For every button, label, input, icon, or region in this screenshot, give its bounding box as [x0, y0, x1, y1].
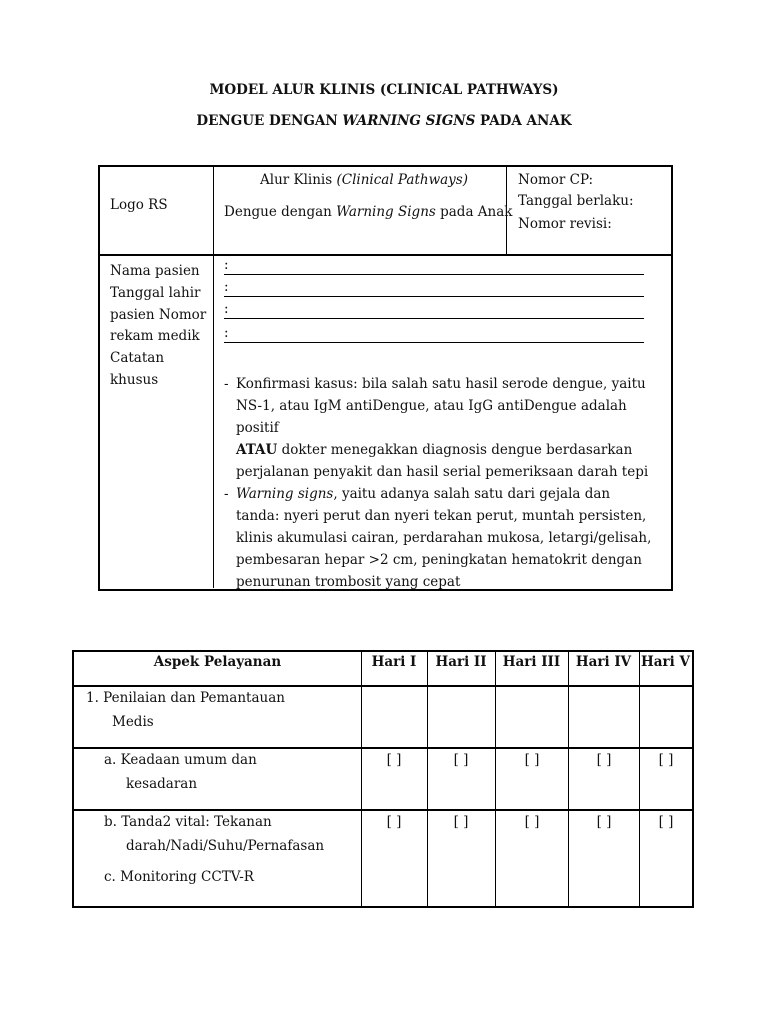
checkbox-a-day-1[interactable]: [ ]: [386, 752, 402, 768]
special-notes-field[interactable]: [224, 324, 644, 343]
checkbox-b-day-4[interactable]: [ ]: [596, 814, 612, 830]
subtitle-part: PADA ANAK: [475, 113, 572, 129]
record-number-label-cont: rekam medik: [110, 328, 200, 345]
bullet-dash: -: [224, 486, 229, 502]
checkbox-b-day-2[interactable]: [ ]: [453, 814, 469, 830]
note-line: klinis akumulasi cairan, perdarahan mukosa, letargi/gelisah,: [236, 530, 652, 546]
note-text: dokter menegakkan diagnosis dengue berdasarkan: [277, 442, 633, 458]
special-notes-label: Catatan: [110, 350, 165, 367]
header-aspect: Aspek Pelayanan: [153, 654, 282, 670]
pathway-label-text: Alur Klinis: [260, 172, 337, 188]
revision-number-label: Nomor revisi:: [518, 216, 612, 232]
section-title-line: Medis: [112, 714, 154, 730]
note-text: , yaitu adanya salah satu dari gejala dan: [333, 486, 611, 502]
pathway-name-text: pada Anak: [435, 204, 513, 220]
row-monitoring: c. Monitoring CCTV-R: [104, 869, 254, 885]
birth-date-label: Tanggal lahir: [110, 284, 201, 301]
note-line: penurunan trombosit yang cepat: [236, 574, 461, 590]
colon: :: [224, 257, 229, 273]
checkbox-b-day-3[interactable]: [ ]: [524, 814, 540, 830]
pathway-name-text: Dengue dengan: [224, 204, 337, 220]
patient-name-field[interactable]: [224, 256, 644, 275]
note-line: pembesaran hepar >2 cm, peningkatan hematokrit dengan: [236, 552, 642, 568]
record-number-label: pasien Nomor: [110, 306, 207, 323]
header-day-1: Hari I: [371, 654, 417, 670]
patient-name-label: Nama pasien: [110, 263, 200, 279]
note-line: [236, 483, 669, 505]
case-confirmation-note: [224, 373, 669, 483]
note-line: [236, 439, 669, 461]
note-line: Konfirmasi kasus: bila salah satu hasil serode dengue, yaitu: [236, 376, 646, 392]
header-day-3: Hari III: [502, 654, 561, 670]
column-divider: [361, 652, 362, 906]
column-divider: [639, 652, 640, 906]
row-label-line: a. Keadaan umum dan: [104, 752, 257, 768]
header-day-5: Hari V: [641, 654, 690, 670]
patient-labels: [110, 261, 206, 392]
subtitle-italic-part: WARNING SIGNS: [342, 113, 476, 129]
note-line: tanda: nyeri perut dan nyeri tekan perut, muntah persisten,: [236, 508, 647, 524]
clinical-notes: [224, 373, 669, 593]
column-divider: [427, 652, 428, 906]
pathway-label: [260, 172, 468, 188]
care-aspects-table: [72, 650, 694, 908]
row-label-line: kesadaran: [126, 776, 198, 792]
checkbox-b-day-1[interactable]: [ ]: [386, 814, 402, 830]
hospital-logo-label: Logo RS: [110, 197, 168, 213]
cp-number-label: Nomor CP:: [518, 172, 594, 188]
header-day-2: Hari II: [435, 654, 487, 670]
checkbox-a-day-2[interactable]: [ ]: [453, 752, 469, 768]
column-divider: [495, 652, 496, 906]
checkbox-b-day-5[interactable]: [ ]: [658, 814, 674, 830]
colon: :: [224, 301, 229, 317]
row-general-condition: [104, 748, 257, 796]
section-medical-assessment: [86, 686, 285, 734]
note-line: NS-1, atau IgM antiDengue, atau IgG antiDengue adalah positif: [236, 398, 627, 436]
document-subtitle: [0, 113, 768, 129]
section-title-line: 1. Penilaian dan Pemantauan: [86, 690, 285, 706]
note-line: perjalanan penyakit dan hasil serial pemeriksaan darah tepi: [236, 464, 649, 480]
checkbox-a-day-4[interactable]: [ ]: [596, 752, 612, 768]
subtitle-part: DENGUE DENGAN: [196, 113, 343, 129]
colon: :: [224, 325, 229, 341]
pathway-label-italic: (Clinical Pathways): [336, 172, 469, 188]
birth-date-field[interactable]: [224, 278, 644, 297]
special-notes-label-cont: khusus: [110, 371, 159, 388]
row-label-line: darah/Nadi/Suhu/Pernafasan: [126, 838, 325, 854]
column-divider: [213, 167, 214, 588]
document-title: MODEL ALUR KLINIS (CLINICAL PATHWAYS): [209, 82, 559, 98]
effective-date-label: Tanggal berlaku:: [518, 193, 634, 209]
checkbox-a-day-5[interactable]: [ ]: [658, 752, 674, 768]
note-italic: Warning signs: [236, 486, 334, 502]
colon: :: [224, 279, 229, 295]
row-vital-signs: [104, 810, 324, 858]
row-label-line: b. Tanda2 vital: Tekanan: [104, 814, 272, 830]
bullet-dash: -: [224, 376, 229, 392]
column-divider: [568, 652, 569, 906]
warning-signs-note: [224, 483, 669, 593]
note-bold: ATAU: [236, 442, 278, 458]
record-number-field[interactable]: [224, 300, 644, 319]
pathway-name: [224, 204, 512, 220]
pathway-name-italic: Warning Signs: [336, 204, 436, 220]
header-day-4: Hari IV: [575, 654, 632, 670]
checkbox-a-day-3[interactable]: [ ]: [524, 752, 540, 768]
